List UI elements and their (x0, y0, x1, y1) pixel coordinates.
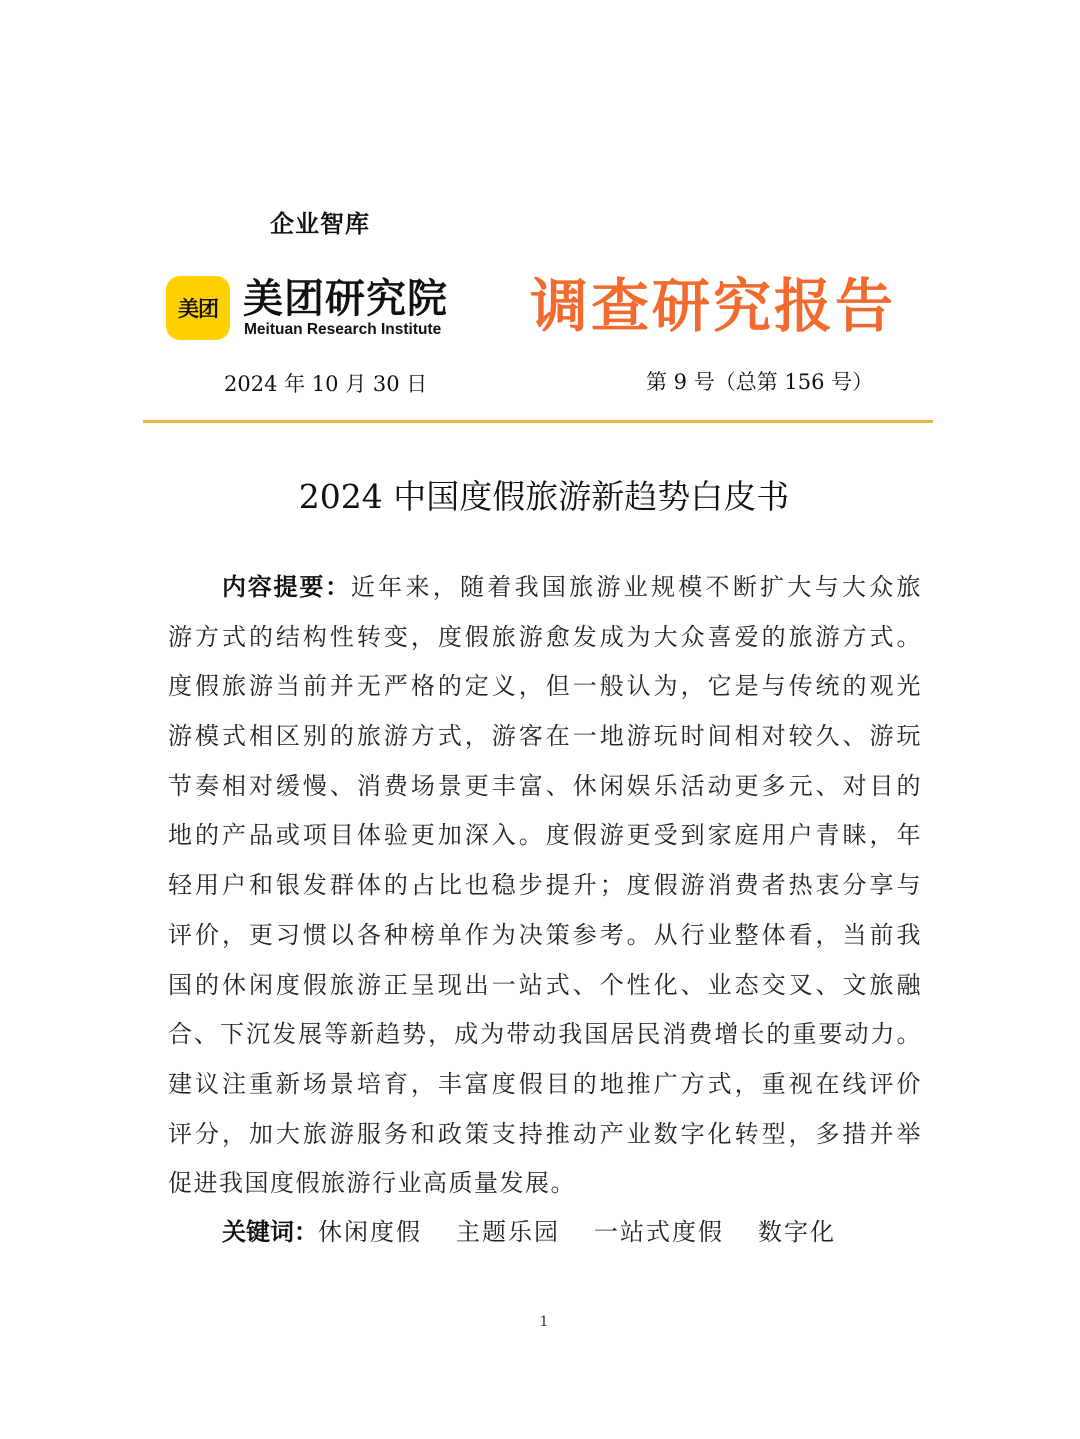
abstract-section (168, 563, 922, 1209)
abstract-line: 合、下沉发展等新趋势，成为带动我国居民消费增长的重要动力。 (168, 1020, 922, 1049)
keyword: 数字化 (758, 1218, 836, 1246)
abstract-line: 游模式相区别的旅游方式，游客在一地游玩时间相对较久、游玩 (168, 722, 922, 751)
abstract-line: 评价，更习惯以各种榜单作为决策参考。从行业整体看，当前我 (168, 920, 922, 949)
abstract-line: 轻用户和银发群体的占比也稳步提升；度假游消费者热衷分享与 (168, 871, 922, 900)
issue-date: 2024 年 10 月 30 日 (224, 372, 428, 396)
keywords-section (222, 1212, 870, 1252)
document-title: 2024 中国度假旅游新趋势白皮书 (298, 477, 790, 516)
abstract-line: 度假旅游当前并无严格的定义，但一般认为，它是与传统的观光 (168, 672, 922, 701)
abstract-line: 建议注重新场景培育，丰富度假目的地推广方式，重视在线评价 (168, 1069, 922, 1098)
keyword: 一站式度假 (594, 1218, 724, 1246)
page-number: 1 (539, 1314, 549, 1330)
abstract-line: 节奏相对缓慢、消费场景更丰富、休闲娱乐活动更多元、对目的 (168, 771, 922, 800)
abstract-label: 内容提要： (222, 573, 351, 601)
abstract-line: 游方式的结构性转变，度假旅游愈发成为大众喜爱的旅游方式。 (168, 622, 922, 651)
meituan-logo (166, 276, 230, 340)
keyword: 休闲度假 (318, 1218, 422, 1246)
keywords-label: 关键词： (222, 1218, 318, 1246)
abstract-line: 国的休闲度假旅游正呈现出一站式、个性化、业态交叉、文旅融 (168, 970, 922, 999)
think-tank-label: 企业智库 (270, 210, 370, 238)
abstract-line: 地的产品或项目体验更加深入。度假游更受到家庭用户青睐，年 (168, 821, 922, 850)
abstract-text: 近年来，随着我国旅游业规模不断扩大与大众旅 (350, 573, 923, 601)
abstract-line: 促进我国度假旅游行业高质量发展。 (168, 1169, 576, 1198)
report-type-heading: 调查研究报告 (530, 272, 897, 340)
issue-number: 第 9 号（总第 156 号） (646, 370, 874, 394)
keyword: 主题乐园 (456, 1218, 560, 1246)
institute-name-en: Meituan Research Institute (244, 321, 442, 338)
abstract-line (168, 563, 922, 613)
institute-name-cn: 美团研究院 (243, 276, 448, 322)
header-divider (143, 420, 933, 423)
logo-text: 美团 (178, 297, 218, 321)
abstract-line: 评分，加大旅游服务和政策支持推动产业数字化转型，多措并举 (168, 1119, 922, 1148)
